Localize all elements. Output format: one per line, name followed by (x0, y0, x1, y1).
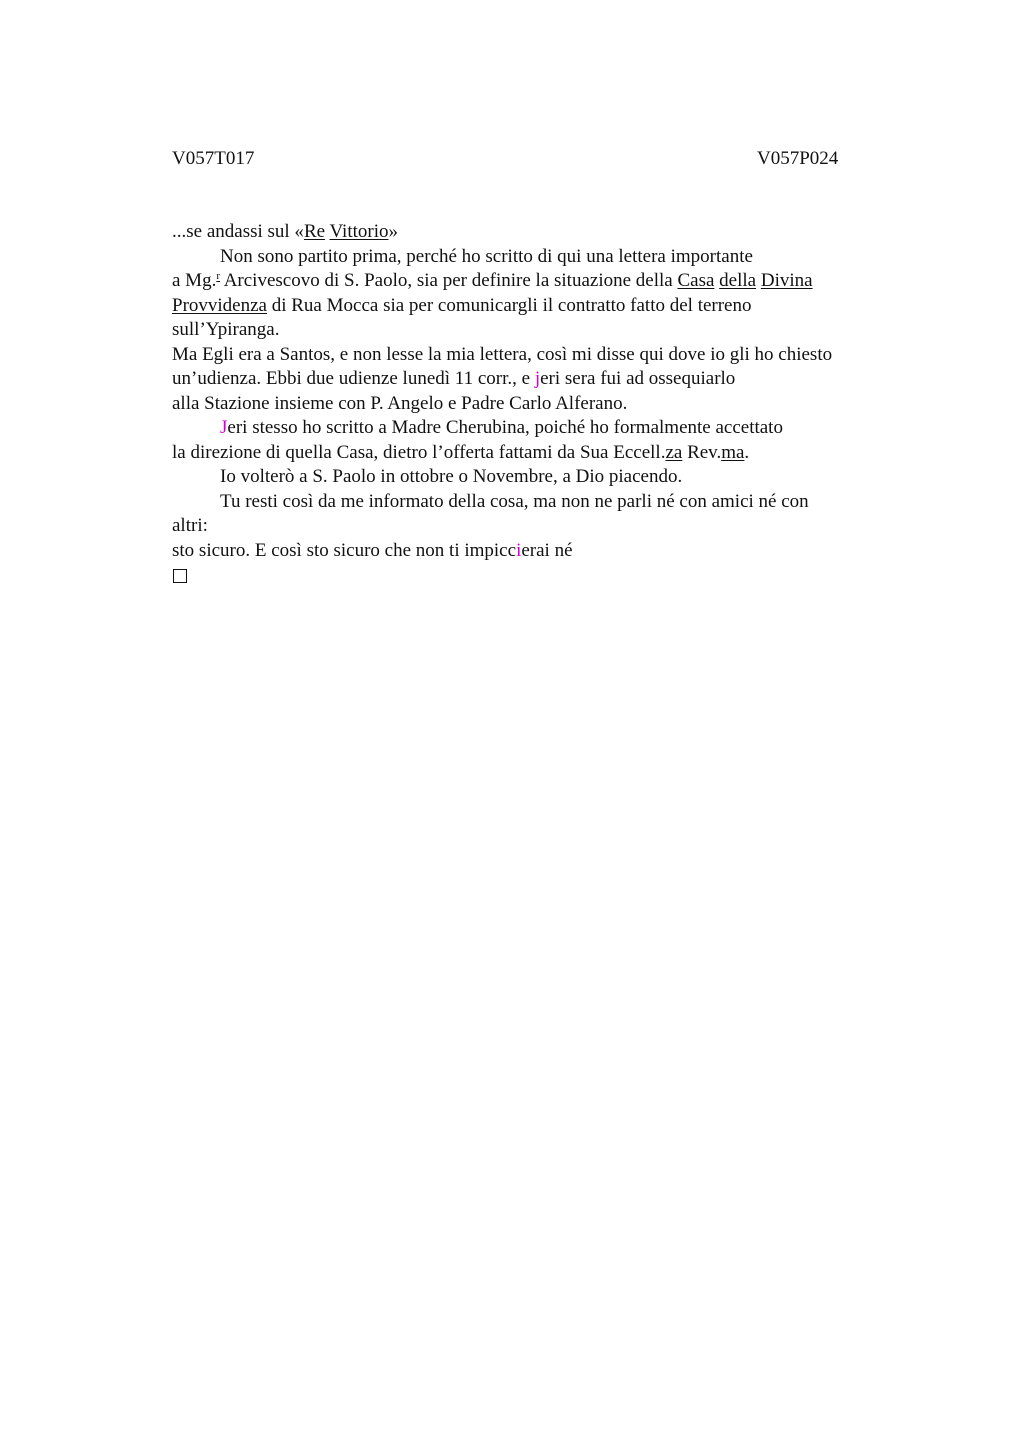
end-marker-box-icon (173, 569, 187, 583)
text-line (172, 318, 902, 343)
text-run: un’udienza. Ebbi due udienze lunedì 11 corr., e (172, 368, 535, 389)
underlined-text: Provvidenza (172, 294, 267, 316)
text-run: eri sera fui ad ossequiarlo (540, 368, 736, 389)
text-run: ...se andassi sul « (172, 221, 304, 242)
text-run: » (388, 221, 398, 242)
underlined-text: Vittorio (329, 221, 389, 242)
letter-body (172, 220, 902, 588)
text-line (172, 539, 902, 564)
text-line (172, 465, 902, 490)
highlighted-letter: j (534, 368, 541, 389)
text-run: di Rua Mocca sia per comunicargli il contratto fatto del terreno (266, 294, 752, 316)
text-line (172, 269, 902, 294)
text-run: . (744, 441, 750, 463)
text-run: Io volterò a S. Paolo in ottobre o Novembre, a Dio piacendo. (220, 466, 683, 487)
text-run: altri: (172, 515, 208, 536)
text-line (172, 294, 902, 319)
text-line (172, 490, 902, 515)
highlighted-letter: i (516, 539, 522, 561)
text-line (172, 367, 902, 392)
text-run: alla Stazione insieme con P. Angelo e Padre Carlo Alferano. (172, 392, 628, 414)
text-line (172, 343, 902, 368)
page-code: V057P024 (757, 148, 839, 169)
highlighted-letter: J (220, 417, 228, 438)
text-line (172, 220, 902, 245)
document-code: V057T017 (172, 148, 255, 169)
text-run: sull’Ypiranga. (172, 319, 280, 340)
text-line (172, 416, 902, 441)
superscript-text: r (216, 270, 220, 282)
text-run: Ma Egli era a Santos, e non lesse la mia lettera, così mi disse qui dove io gli ho chiesto (172, 343, 833, 365)
text-run: Tu resti così da me informato della cosa, ma non ne parli né con amici né con (220, 490, 809, 512)
underlined-text: della (719, 270, 757, 291)
underlined-text: Re (303, 221, 326, 242)
text-line (172, 563, 902, 588)
text-run: Arcivescovo di S. Paolo, sia per definire la situazione della (220, 270, 678, 291)
text-line (172, 514, 902, 539)
underlined-text: za (665, 441, 683, 463)
underlined-text: Casa (677, 270, 715, 291)
text-run: erai né (521, 539, 573, 561)
text-run: a Mg. (172, 270, 217, 291)
underlined-text: ma (721, 441, 745, 463)
underlined-text: Divina (760, 270, 813, 291)
text-run: sto sicuro. E così sto sicuro che non ti impicc (172, 539, 517, 561)
text-run: Rev. (682, 441, 722, 463)
text-line (172, 441, 902, 466)
text-run: la direzione di quella Casa, dietro l’offerta fattami da Sua Eccell. (172, 441, 666, 463)
text-run: eri stesso ho scritto a Madre Cherubina, poiché ho formalmente accettato (227, 417, 783, 438)
text-line (172, 245, 902, 270)
text-line (172, 392, 902, 417)
text-run: Non sono partito prima, perché ho scritto di qui una lettera importante (220, 245, 753, 267)
